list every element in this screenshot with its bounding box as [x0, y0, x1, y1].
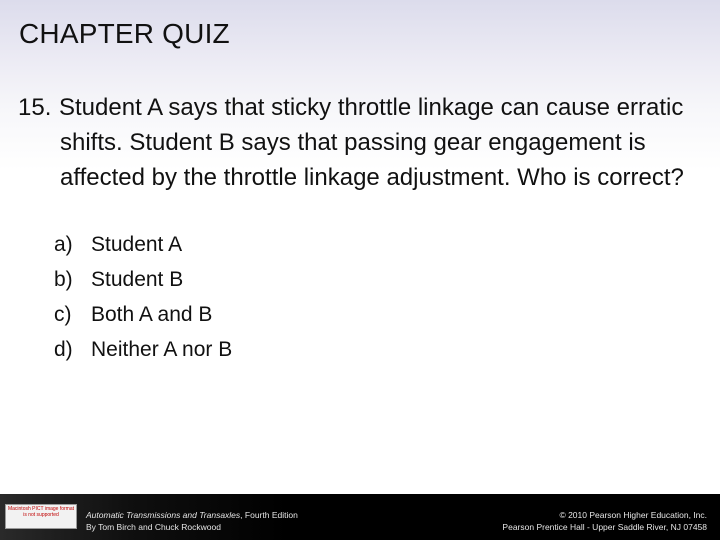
copyright-notice [502, 509, 707, 533]
question-text: Student A says that sticky throttle linkage can cause erratic shifts. Student B says that passing gear engagement is affected by the throttle linkage adjustment. Who is correct? [59, 94, 684, 191]
question-number: 15. [18, 94, 52, 121]
quiz-question [18, 90, 708, 195]
option-c [54, 297, 232, 332]
book-authors: By Tom Birch and Chuck Rockwood [86, 522, 221, 532]
answer-options [54, 227, 232, 367]
option-text: Neither A nor B [91, 338, 233, 361]
option-letter: a) [54, 233, 73, 256]
option-letter: c) [54, 303, 72, 326]
option-text: Both A and B [91, 303, 213, 326]
option-letter: d) [54, 338, 73, 361]
option-a [54, 227, 232, 262]
book-title: Automatic Transmissions and Transaxles [86, 510, 241, 520]
option-text: Student B [91, 268, 184, 291]
option-d [54, 332, 232, 367]
slide-footer [0, 494, 720, 540]
book-edition: , Fourth Edition [240, 510, 298, 520]
book-credit [86, 509, 298, 533]
copyright-line: © 2010 Pearson Higher Education, Inc. [559, 510, 707, 520]
publisher-logo-placeholder: Macintosh PICT image format is not supported [5, 504, 77, 529]
publisher-line: Pearson Prentice Hall - Upper Saddle River, NJ 07458 [502, 522, 707, 532]
option-text: Student A [91, 233, 183, 256]
option-b [54, 262, 232, 297]
slide-title: CHAPTER QUIZ [19, 18, 230, 49]
option-letter: b) [54, 268, 73, 291]
